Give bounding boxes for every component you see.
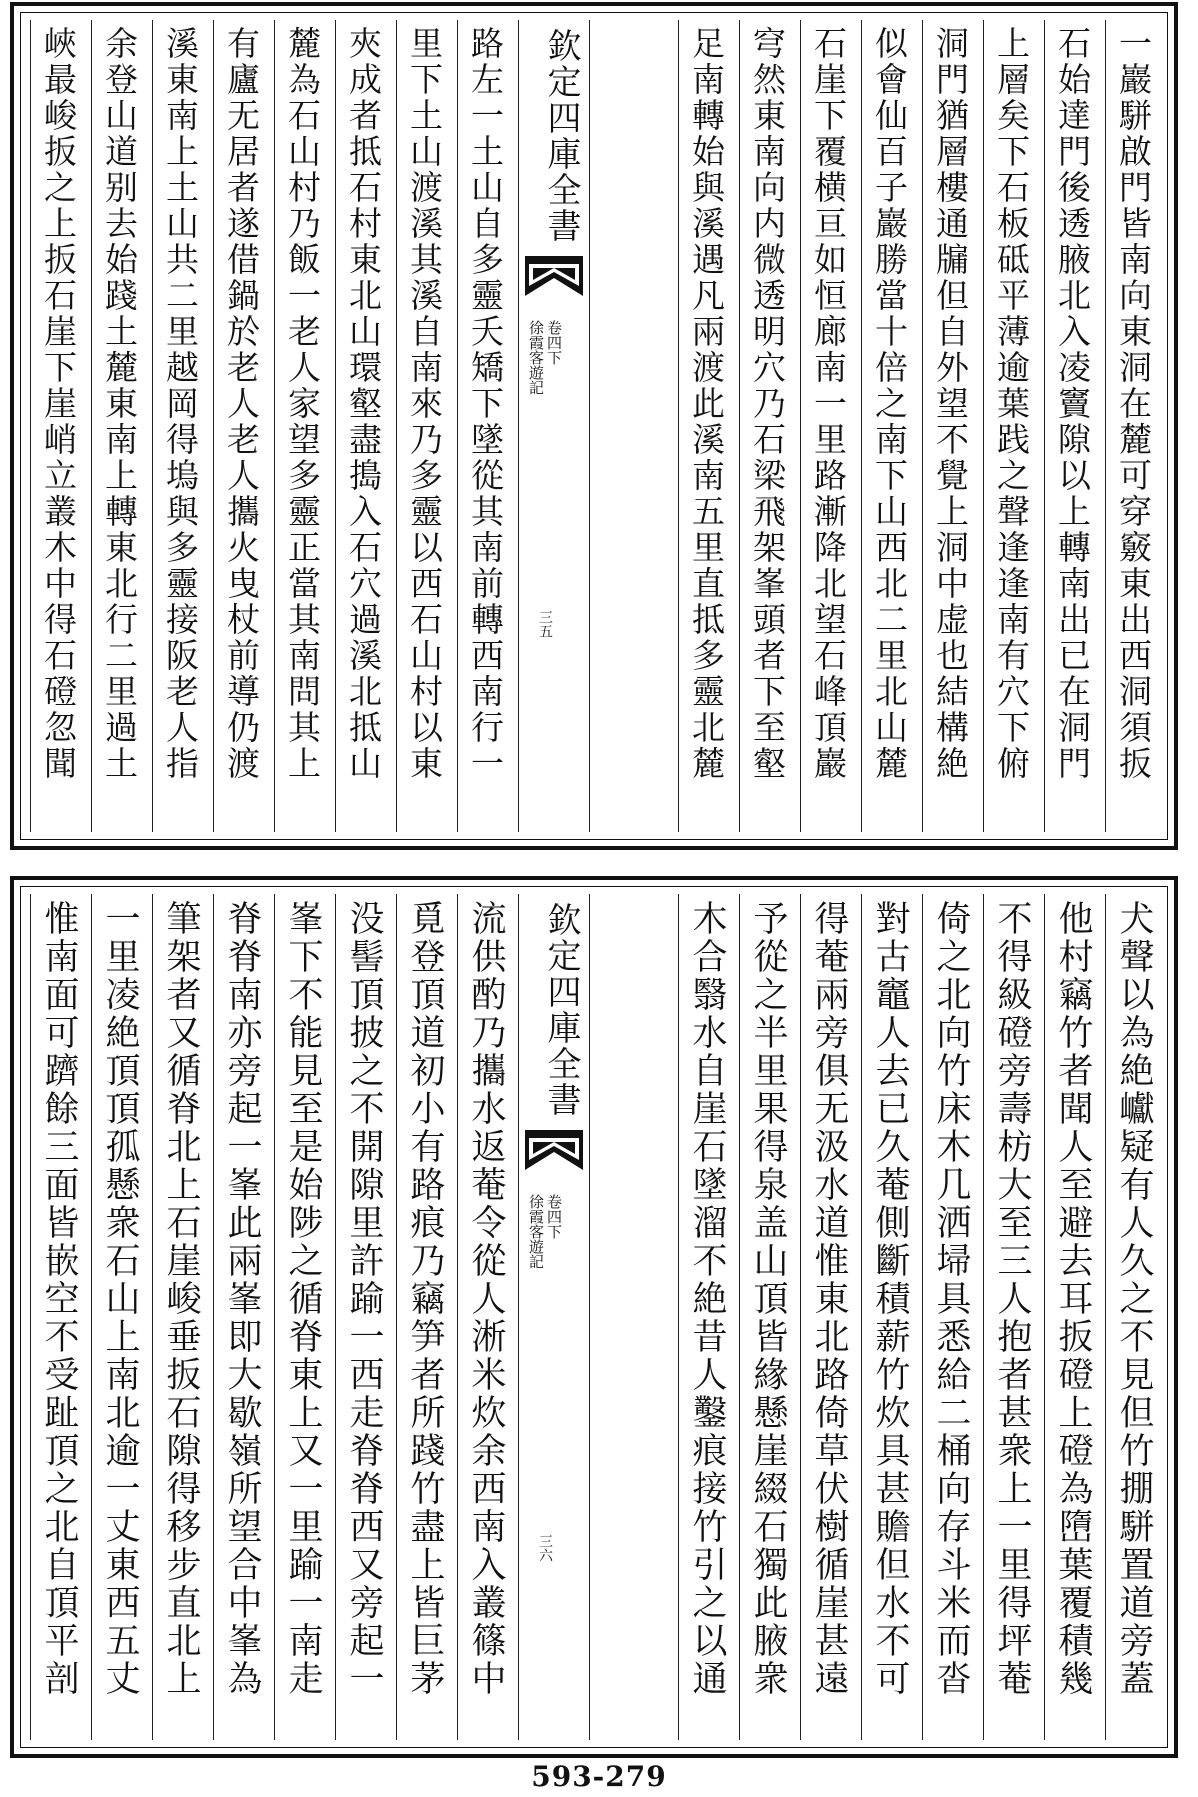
bottom-left-text-column: [457, 894, 518, 1740]
bottom-left-column-text: 流供酌乃攜水返菴令從人淅米炊余西南入叢篠中: [466, 900, 506, 1698]
top-left-column-text: 路左一土山自多靈夭矯下墜從其南前轉西南行一: [466, 26, 505, 782]
bottom-left-column-text: 筆架者又循脊北上石崖峻垂扳石隙得移步直北上: [161, 900, 201, 1698]
top-page-number: 三五: [537, 610, 553, 638]
top-right-column-text: 一巖駢啟門皆南向東洞在麓可穿竅東出西洞須扳: [1114, 26, 1153, 782]
top-left-text-column: [213, 20, 274, 832]
top-juan: 卷四下: [545, 320, 563, 365]
bottom-right-text-column: [922, 894, 983, 1740]
bottom-right-column-text: 不得級磴旁壽枋大至三人抱者甚衆上一里得坪菴: [992, 900, 1032, 1698]
bottom-right-column-text: 倚之北向竹床木几洒埽具悉給二桶向存斗米而沓: [931, 900, 971, 1698]
bottom-right-column-text: 對古竈人去已久菴側斷積薪竹炊具甚贍但水不可: [870, 900, 910, 1698]
top-right-text-column: [678, 20, 739, 832]
bottom-right-text-column: [861, 894, 922, 1740]
top-right-column-text: 石崖下覆横亘如恒廊南一里路漸降北望石峰頂巖: [809, 26, 848, 782]
bottom-left-text-column: [91, 894, 152, 1740]
top-left-text-column: [457, 20, 518, 832]
top-center-column: [518, 20, 590, 832]
bottom-left-column-text: 脊脊南亦旁起一峯此兩峯即大歇嶺所望合中峯為: [222, 900, 262, 1698]
bottom-left-column-text: 没髻頂披之不開隙里許踰一西走脊脊西又旁起一: [344, 900, 384, 1698]
top-book-title: 徐霞客遊記: [527, 320, 545, 395]
bottom-left-column-text: 一里凌絶頂頂孤懸衆石山上南北逾一丈東西五丈: [100, 900, 140, 1698]
top-left-text-column: [152, 20, 213, 832]
top-right-text-column: [922, 20, 983, 832]
bottom-right-column-text: 予從之半里果得泉盖山頂皆緣懸崖綴石獨此腋衆: [748, 900, 788, 1698]
bottom-right-column-text: 犬聲以為絶巘疑有人久之不見但竹掤駢置道旁蓋: [1114, 900, 1154, 1698]
bottom-book-title: 徐霞客遊記: [527, 1194, 545, 1269]
bottom-left-text-column: [213, 894, 274, 1740]
top-left-text-column: [335, 20, 396, 832]
bottom-right-column-text: 得菴兩旁俱无汲水道惟東北路倚草伏樹循崖甚遠: [809, 900, 849, 1698]
top-left-text-column: [396, 20, 457, 832]
top-left-column-text: 峽最峻扳之上扳石崖下崖峭立叢木中得石磴忽聞: [39, 26, 78, 782]
bottom-right-text-column: [678, 894, 739, 1740]
bottom-right-column-text: 他村竊竹者聞人至避去耳扳磴上磴為嶞葉覆積幾: [1053, 900, 1093, 1698]
bottom-right-text-column: [800, 894, 861, 1740]
top-right-column-text: 足南轉始與溪遇凡兩渡此溪南五里直抵多靈北麓: [687, 26, 726, 782]
bottom-right-text-column: [983, 894, 1044, 1740]
page-footer-number: 593-279: [531, 1760, 667, 1793]
bottom-juan: 卷四下: [545, 1194, 563, 1239]
top-left-column-text: 里下土山渡溪其溪自南來乃多靈以西石山村以東: [405, 26, 444, 782]
top-left-text-column: [274, 20, 335, 832]
bottom-left-text-column: [274, 894, 335, 1740]
top-right-text-column: [1105, 20, 1166, 832]
top-left-column-text: 溪東南上土山共二里越岡得塢與多靈接阪老人指: [161, 26, 200, 782]
bottom-fishtail-icon: [525, 1130, 583, 1170]
top-left-column-text: 余登山道别去始踐土麓東南上轉東北行二里過土: [100, 26, 139, 782]
top-left-column-text: 夾成者抵石村東北山環壑盡搗入石穴過溪北抵山: [344, 26, 383, 782]
top-right-column-text: 上層矣下石板砥平薄逾葉践之聲逢逢南有穴下俯: [992, 26, 1031, 782]
bottom-left-text-column: [335, 894, 396, 1740]
top-left-text-column: [30, 20, 91, 832]
top-left-column-text: 有廬无居者遂借鍋於老人老人攜火曳杖前導仍渡: [222, 26, 261, 782]
bottom-left-column-text: 峯下不能見至是始陟之循脊東上又一里踰一南走: [283, 900, 323, 1698]
top-right-column-text: 石始達門後透腋北入凌竇隙以上轉南出已在洞門: [1053, 26, 1092, 782]
bottom-right-column-text: 木合翳水自崖石墜溜不絶昔人鑿痕接竹引之以通: [687, 900, 727, 1698]
bottom-left-column-text: 惟南面可躋餘三面皆嵌空不受趾頂之北自頂平剖: [39, 900, 79, 1698]
top-right-text-column: [739, 20, 800, 832]
bottom-center-column: [518, 894, 590, 1740]
top-right-text-column: [1044, 20, 1105, 832]
top-fishtail-icon: [525, 256, 583, 296]
top-right-column-text: 似會仙百子巖勝當十倍之南下山西北二里北山麓: [870, 26, 909, 782]
top-left-text-column: [91, 20, 152, 832]
top-right-column-text: 洞門猶層樓通牖但自外望不覺上洞中虚也結構絶: [931, 26, 970, 782]
top-right-text-column: [983, 20, 1044, 832]
bottom-right-text-column: [739, 894, 800, 1740]
top-left-column-text: 麓為石山村乃飯一老人家望多靈正當其南問其上: [283, 26, 322, 782]
top-right-text-column: [800, 20, 861, 832]
bottom-left-column-text: 覓登頂道初小有路痕乃竊笋者所踐竹盡上皆巨茅: [405, 900, 445, 1698]
bottom-left-text-column: [30, 894, 91, 1740]
bottom-page-number: 三六: [537, 1534, 553, 1562]
bottom-left-text-column: [396, 894, 457, 1740]
bottom-header-title: 欽定四庫全書: [541, 902, 581, 1118]
top-right-text-column: [861, 20, 922, 832]
bottom-left-text-column: [152, 894, 213, 1740]
bottom-page: [10, 876, 1178, 1758]
top-right-column-text: 穹然東南向内微透明穴乃石梁飛架峯頭者下至壑: [748, 26, 787, 782]
top-header-title: 欽定四庫全書: [541, 28, 581, 244]
top-page: [10, 2, 1178, 850]
bottom-right-text-column: [1044, 894, 1105, 1740]
bottom-right-text-column: [1105, 894, 1166, 1740]
